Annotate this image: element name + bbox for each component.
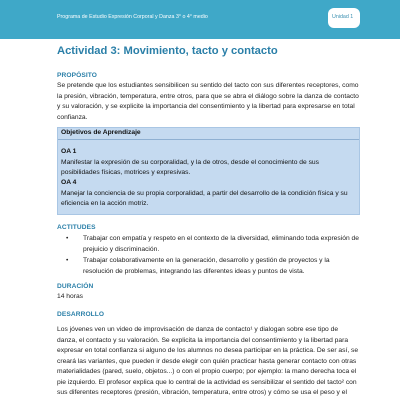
list-item xyxy=(57,234,359,255)
actitudes-list xyxy=(57,234,359,278)
objectives-title: Objetivos de Aprendizaje xyxy=(61,129,141,136)
list-item xyxy=(57,256,359,277)
objectives-box xyxy=(57,127,360,215)
program-title: Programa de Estudio Expresión Corporal y Danza 3° o 4° medio xyxy=(57,14,208,20)
actitud-text: Trabajar colaborativamente en la generación, desarrollo y gestión de proyectos y la resolución de problemas, integrando las diferentes ideas y puntos de vista. xyxy=(83,257,330,275)
desarrollo-text: Los jóvenes ven un video de improvisación de danza de contacto¹ y dialogan sobre ese tipo de danza, el contacto y su valoración. Se explicita la importancia del consentimiento y la libertad para expresar en total confianza si alguno de los alumnos no desea participar en la práctica. De ser así, se creará las variantes, que pueden ir desde elegir con quién practicar hasta generar contacto con otras materialidades (pared, suelo, objetos...) o con el propio cuerpo; por ejemplo: la mano derecha toca el pie izquierdo. El profesor explica que lo central de la actividad es sensibilizar el sentido del tacto² con sus diferentes receptores (presión, vibración, temperatura, entre otros) y cómo se usa el peso y el xyxy=(57,326,359,396)
proposito-heading: PROPÓSITO xyxy=(57,72,97,79)
unit-label: Unidad 1 xyxy=(332,14,354,20)
objectives-divider xyxy=(58,139,359,140)
unit-badge xyxy=(328,8,360,28)
bullet-icon: • xyxy=(66,257,69,264)
header-band xyxy=(0,0,400,39)
oa-4-label: OA 4 xyxy=(61,179,77,186)
duracion-value: 14 horas xyxy=(57,293,84,300)
oa-1-text: Manifestar la expresión de su corporalidad, y la de otros, desde el conocimiento de sus posibilidades físicas, motrices y expresivas. xyxy=(61,159,319,176)
activity-title: Actividad 3: Movimiento, tacto y contacto xyxy=(57,45,278,57)
duracion-heading: DURACIÓN xyxy=(57,283,94,290)
actitud-text: Trabajar con empatía y respeto en el contexto de la diversidad, eliminando toda expresión de prejuicio y discriminación. xyxy=(83,235,359,253)
bullet-icon: • xyxy=(66,235,69,242)
proposito-text: Se pretende que los estudiantes sensibilicen su sentido del tacto con sus diferentes receptores, como la presión, vibración, temperatura, entre otros, para que se abra el diálogo sobre la danza de contacto y su valoración, y se explicite la importancia del consentimiento y la libertad para expresarse en total confianza. xyxy=(57,82,359,121)
desarrollo-heading: DESARROLLO xyxy=(57,311,105,318)
actitudes-heading: ACTITUDES xyxy=(57,224,96,231)
oa-4-text: Manejar la conciencia de su propia corporalidad, a partir del desarrollo de la condición física y su eficiencia en la acción motriz. xyxy=(61,190,348,207)
oa-1-label: OA 1 xyxy=(61,148,77,155)
